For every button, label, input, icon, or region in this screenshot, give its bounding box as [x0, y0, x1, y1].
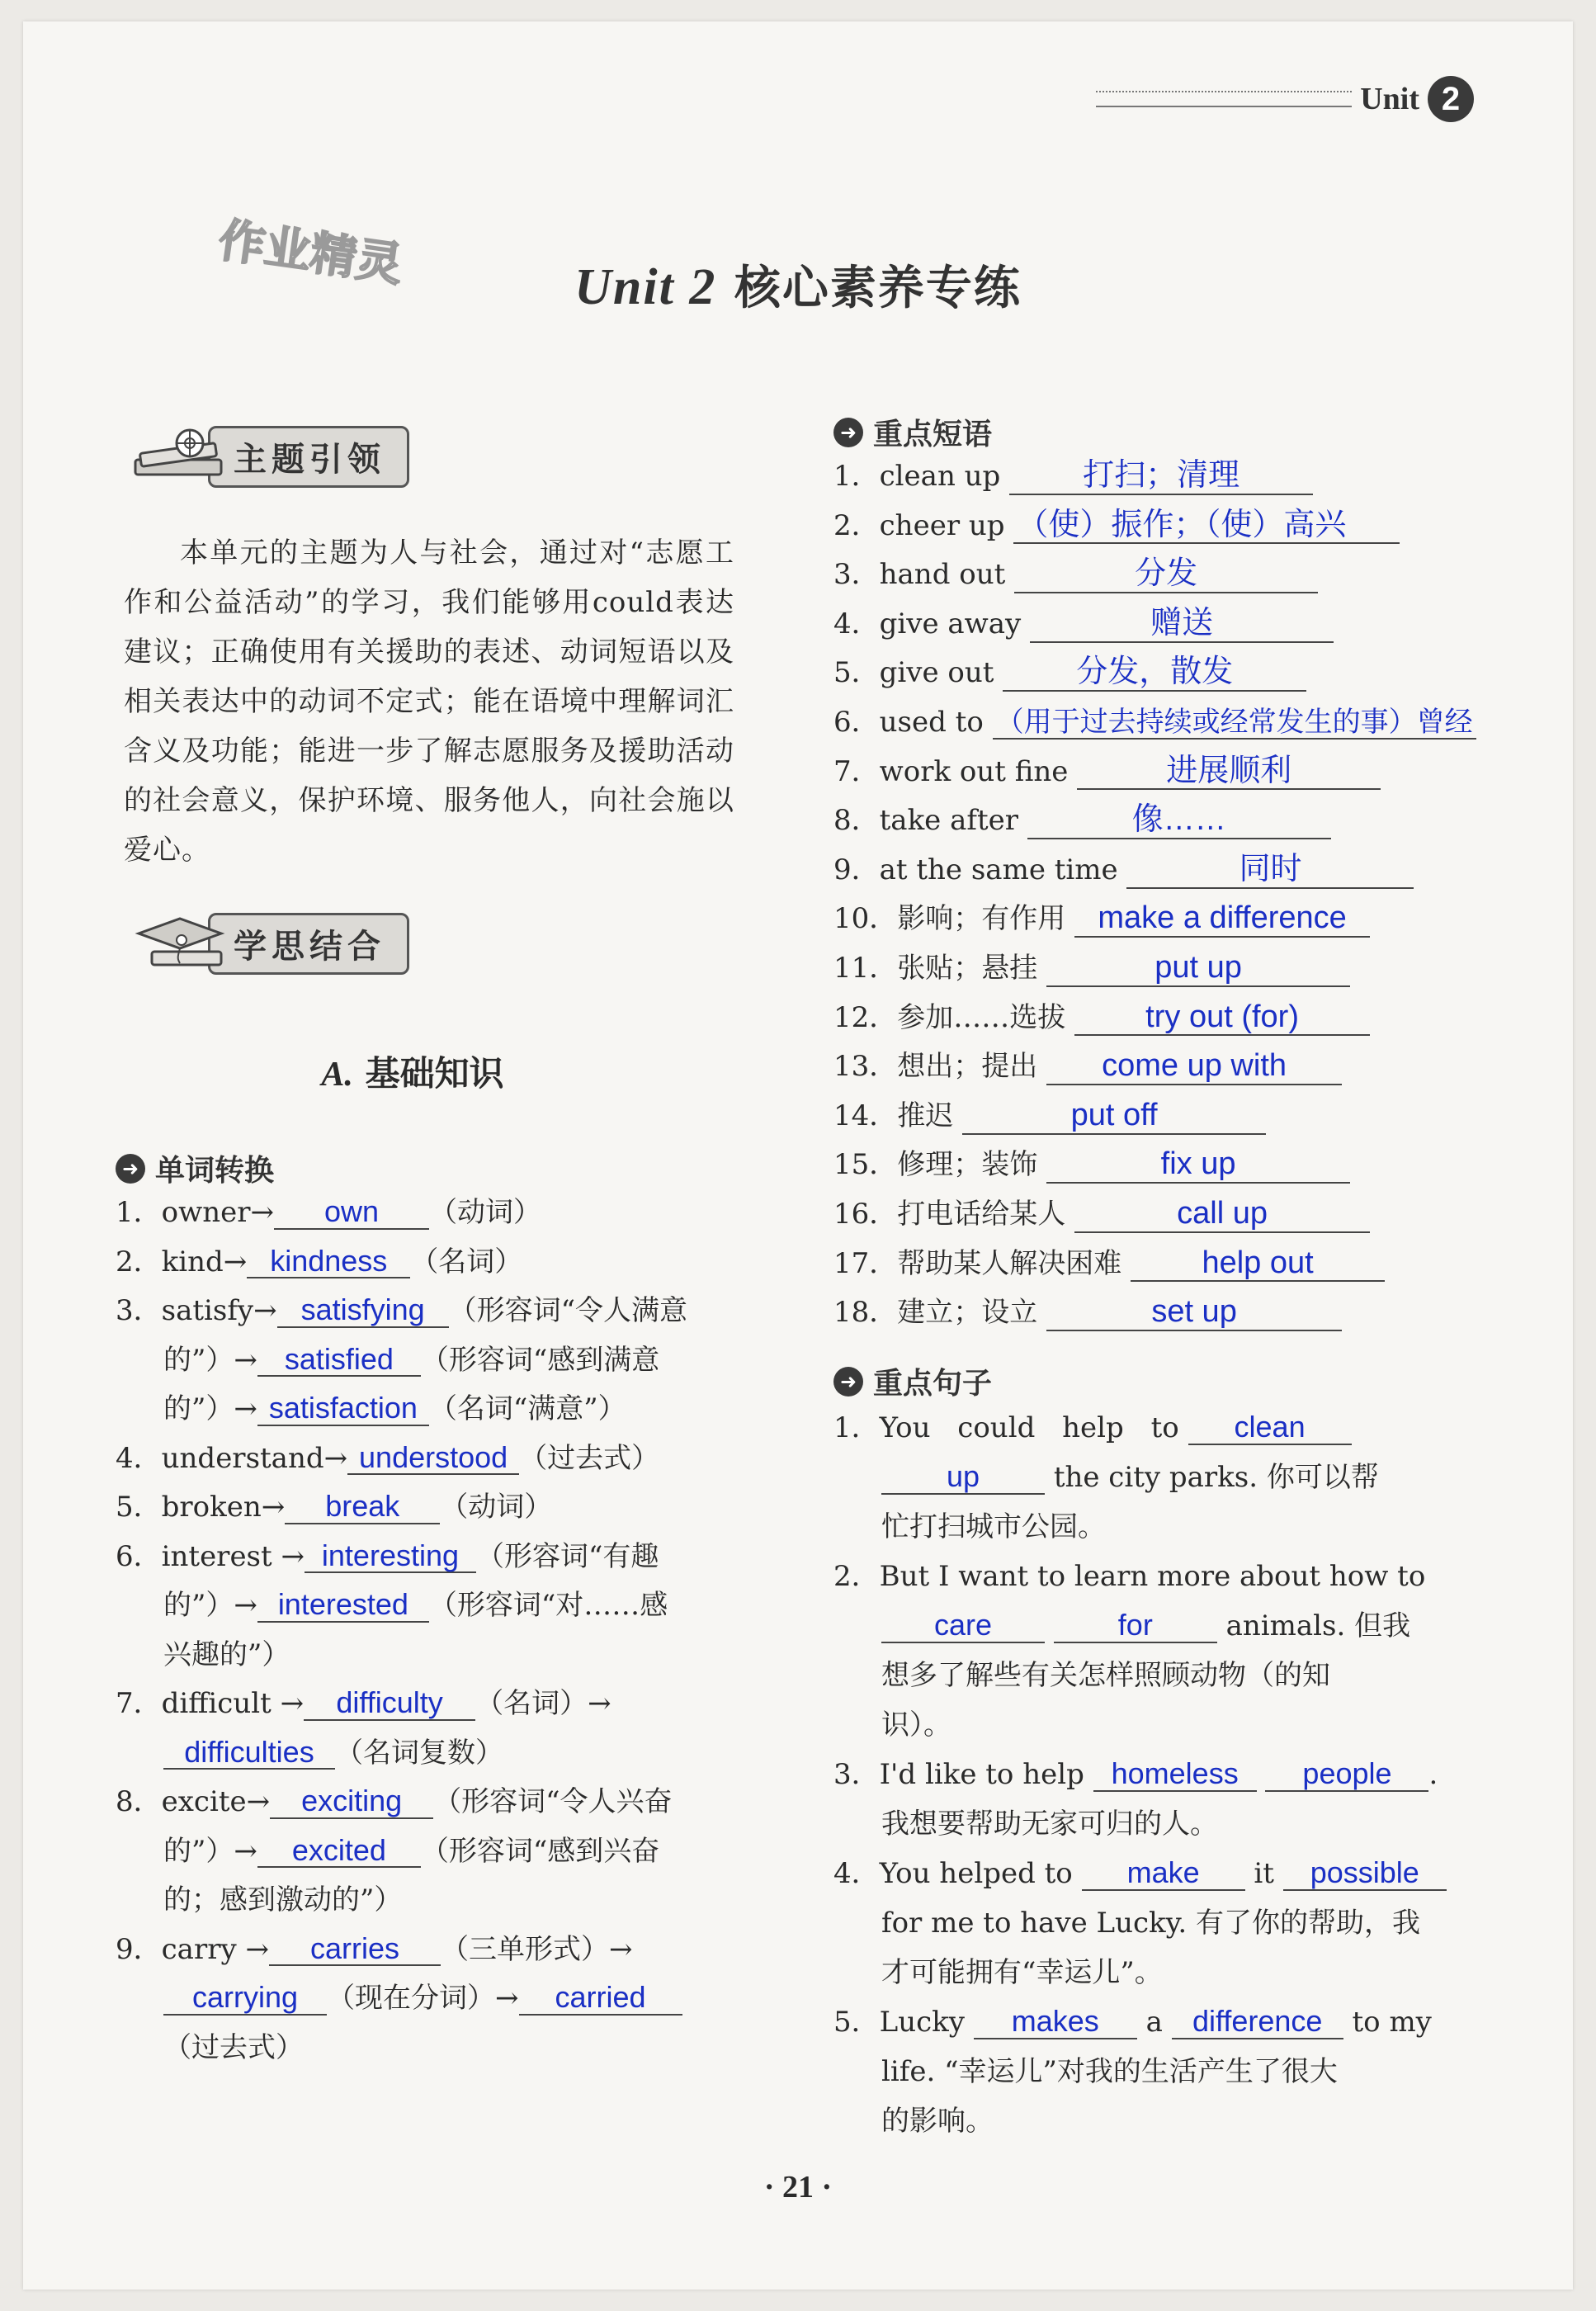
answer-blank[interactable]: fix up [1046, 1147, 1350, 1184]
phrase-item [833, 1092, 1510, 1141]
phrase-item [833, 994, 1510, 1043]
answer-blank[interactable]: carrying [163, 1981, 327, 2016]
answer-blank[interactable]: excited [257, 1834, 421, 1869]
sentence-text: for me to have Lucky. 有了你的帮助，我 [881, 1907, 1420, 1940]
phrase-item [833, 895, 1510, 944]
arrow-circle-icon: ➜ [116, 1154, 145, 1184]
sentence-text: 识）。 [881, 1708, 951, 1742]
answer-blank[interactable]: understood [347, 1441, 519, 1476]
phrase-item [833, 846, 1510, 896]
sentence-2-line4 [833, 1700, 1461, 1750]
phrase-prompt: 6．used to [833, 705, 984, 739]
question-text: 兴趣的”） [163, 1638, 290, 1671]
question-text: （过去式） [519, 1441, 660, 1475]
question-text: （名词复数） [335, 1736, 503, 1770]
question-text: （形容词“对……感 [428, 1589, 668, 1622]
theme-banner-label: 主题引领 [208, 426, 409, 488]
arrow-circle-icon: ➜ [833, 418, 863, 447]
phrase-item [833, 551, 1510, 600]
sentence-5-line2 [833, 2047, 1461, 2096]
phrases-heading-text: 重点短语 [873, 418, 993, 451]
sentence-4 [833, 1849, 1461, 1898]
phrase-item [833, 944, 1510, 994]
answer-blank[interactable]: care [881, 1609, 1045, 1643]
phrase-prompt: 9．at the same time [833, 853, 1118, 886]
phrase-prompt: 17．帮助某人解决困难 [833, 1246, 1122, 1280]
section-a-heading [0, 1047, 825, 1096]
answer-blank[interactable]: set up [1046, 1295, 1342, 1331]
sentence-text: 4．You helped to [833, 1857, 1073, 1890]
sentence-text: it [1254, 1857, 1274, 1890]
question-text: 7．difficult → [116, 1687, 305, 1720]
sentence-text: a [1145, 2006, 1163, 2039]
answer-blank[interactable]: interested [257, 1588, 429, 1623]
header-rule [1096, 91, 1352, 107]
answer-blank[interactable]: people [1265, 1757, 1428, 1792]
word-item-6-line2 [116, 1581, 743, 1631]
sentence-text: . [1428, 1758, 1438, 1791]
unit-header-tag [1096, 76, 1474, 122]
answer-blank[interactable]: 像…… [1027, 803, 1331, 839]
sentence-3 [833, 1750, 1461, 1799]
phrase-prompt: 10．影响；有作用 [833, 902, 1066, 936]
word-trans-heading [116, 1147, 274, 1189]
answer-blank[interactable]: for [1054, 1609, 1217, 1643]
answer-blank[interactable]: difficulties [163, 1736, 335, 1770]
phrase-prompt: 7．work out fine [833, 754, 1069, 788]
answer-blank[interactable]: exciting [270, 1784, 433, 1819]
question-text: （名词） [410, 1245, 523, 1278]
phrase-item [833, 502, 1510, 551]
answer-blank[interactable]: clean [1188, 1411, 1352, 1445]
question-text: （形容词“令人满意 [448, 1294, 688, 1327]
watermark: 作业精灵 [215, 213, 406, 293]
answer-blank[interactable]: put up [1046, 951, 1350, 987]
phrase-item [833, 796, 1510, 846]
answer-blank[interactable]: 打扫；清理 [1009, 459, 1313, 495]
word-item-5 [116, 1483, 743, 1533]
question-text: 6．interest → [116, 1539, 305, 1573]
question-text: 3．satisfy→ [116, 1294, 277, 1327]
answer-blank[interactable]: difficulty [304, 1686, 475, 1721]
question-text: （形容词“有趣 [475, 1539, 659, 1573]
section-a-text: 基础知识 [365, 1053, 504, 1094]
word-item-6 [116, 1533, 743, 1582]
answer-blank[interactable]: 赠送 [1030, 607, 1334, 643]
answer-blank[interactable]: satisfaction [257, 1392, 429, 1426]
sentence-2-line3 [833, 1651, 1461, 1700]
phrase-prompt: 8．take after [833, 804, 1018, 838]
phrase-item [833, 600, 1510, 650]
sentence-1 [833, 1403, 1461, 1453]
question-text: （现在分词）→ [327, 1982, 519, 2015]
phrase-item [833, 1240, 1510, 1289]
sentences-heading-text: 重点句子 [873, 1367, 993, 1401]
sentence-text: the city parks. 你可以帮 [1053, 1461, 1379, 1494]
phrase-prompt: 12．参加……选拔 [833, 1000, 1066, 1034]
question-text: 4．understand→ [116, 1441, 348, 1475]
books-icon [130, 423, 229, 489]
arrow-circle-icon: ➜ [833, 1367, 863, 1397]
answer-blank[interactable]: （用于过去持续或经常发生的事）曾经 [993, 707, 1476, 740]
sentence-4-line3 [833, 1948, 1461, 1997]
phrase-item [833, 649, 1510, 698]
phrase-prompt: 5．give out [833, 656, 994, 690]
phrase-prompt: 13．想出；提出 [833, 1050, 1038, 1084]
answer-blank[interactable]: 分发，散发 [1003, 655, 1306, 692]
question-text: 5．broken→ [116, 1491, 286, 1524]
answer-blank[interactable]: own [274, 1195, 429, 1230]
question-text: 9．carry → [116, 1932, 269, 1966]
phrase-prompt: 2．cheer up [833, 508, 1005, 542]
phrase-item [833, 1288, 1510, 1338]
answer-blank[interactable]: try out (for) [1074, 1000, 1370, 1037]
word-item-3 [116, 1287, 743, 1336]
word-item-9-line3 [116, 2024, 743, 2073]
answer-blank[interactable]: （使）振作；（使）高兴 [1013, 508, 1400, 545]
answer-blank[interactable]: put off [962, 1099, 1266, 1135]
word-item-6-line3 [116, 1631, 743, 1680]
graduation-cap-icon [130, 910, 229, 976]
unit-number-badge: 2 [1428, 76, 1474, 122]
sentence-3-line2 [833, 1799, 1461, 1849]
phrases-list [833, 452, 1510, 1338]
sentence-text: 我想要帮助无家可归的人。 [881, 1808, 1218, 1841]
page-title [0, 252, 1596, 318]
sentence-text: 1．You could help to [833, 1411, 1179, 1444]
answer-blank[interactable]: break [285, 1490, 440, 1524]
question-text: 8．excite→ [116, 1785, 271, 1818]
sentence-text: 的影响。 [881, 2105, 994, 2138]
question-text: 的；感到激动的”） [163, 1883, 403, 1916]
question-text: （动词） [428, 1196, 541, 1229]
answer-blank[interactable]: 同时 [1126, 853, 1414, 889]
unit-word: Unit [1360, 82, 1419, 116]
word-item-7 [116, 1680, 743, 1729]
word-item-7-line2 [116, 1729, 743, 1779]
word-item-1 [116, 1189, 743, 1238]
phrase-prompt: 16．打电话给某人 [833, 1197, 1066, 1231]
question-text: （形容词“感到兴奋 [420, 1834, 660, 1868]
study-banner-label: 学思结合 [208, 913, 409, 975]
phrase-prompt: 4．give away [833, 607, 1022, 640]
phrase-item [833, 452, 1510, 502]
sentence-text: 忙打扫城市公园。 [881, 1510, 1106, 1543]
sentence-text: 2．But I want to learn more about how to [833, 1560, 1426, 1593]
phrase-prompt: 3．hand out [833, 558, 1006, 592]
phrase-item [833, 698, 1510, 748]
question-text: （名词）→ [475, 1687, 611, 1720]
answer-blank[interactable]: make [1082, 1856, 1245, 1891]
answer-blank[interactable]: come up with [1046, 1049, 1342, 1085]
word-item-8-line2 [116, 1827, 743, 1877]
title-unit: Unit 2 [574, 259, 717, 315]
phrase-item [833, 1190, 1510, 1240]
sentence-text: 才可能拥有“幸运儿”。 [881, 1956, 1163, 1989]
answer-blank[interactable]: up [881, 1460, 1045, 1495]
question-text: 的”）→ [163, 1834, 257, 1868]
answer-blank[interactable]: satisfying [277, 1293, 449, 1328]
word-trans-list [116, 1189, 743, 2072]
question-text: （三单形式）→ [440, 1932, 633, 1966]
question-text: 的”）→ [163, 1392, 257, 1425]
sentence-2 [833, 1552, 1461, 1601]
word-item-8 [116, 1778, 743, 1827]
sentence-text: animals. 但我 [1225, 1609, 1411, 1642]
answer-blank[interactable]: kindness [247, 1245, 410, 1279]
phrase-prompt: 18．建立；设立 [833, 1296, 1038, 1330]
word-item-4 [116, 1434, 743, 1484]
word-item-3-line2 [116, 1336, 743, 1386]
answer-blank[interactable]: make a difference [1074, 901, 1370, 938]
answer-blank[interactable]: help out [1131, 1246, 1385, 1283]
question-text: （名词“满意”） [428, 1392, 626, 1425]
answer-blank[interactable]: makes [974, 2005, 1137, 2039]
phrase-item [833, 748, 1510, 797]
sentence-1-line2 [833, 1453, 1461, 1502]
sentence-text: to my [1352, 2006, 1432, 2039]
question-text: （过去式） [163, 2030, 304, 2064]
phrase-prompt: 1．clean up [833, 460, 1001, 493]
answer-blank[interactable]: interesting [305, 1539, 476, 1574]
phrases-heading [833, 411, 992, 453]
answer-blank[interactable]: possible [1283, 1856, 1447, 1891]
question-text: 的”）→ [163, 1589, 257, 1622]
page-number: · 21 · [763, 2170, 833, 2205]
phrase-prompt: 14．推迟 [833, 1099, 954, 1132]
title-text: 核心素养专练 [734, 261, 1022, 315]
sentences-heading [833, 1360, 992, 1402]
word-item-9 [116, 1926, 743, 1975]
answer-blank[interactable]: satisfied [257, 1343, 421, 1378]
word-item-9-line2 [116, 1974, 743, 2024]
question-text: （形容词“令人兴奋 [433, 1785, 673, 1818]
sentence-text: 想多了解些有关怎样照顾动物（的知 [881, 1659, 1330, 1692]
word-item-8-line3 [116, 1876, 743, 1926]
sentence-5-line3 [833, 2096, 1461, 2146]
question-text: 1．owner→ [116, 1196, 274, 1229]
phrase-item [833, 1141, 1510, 1190]
question-text: 2．kind→ [116, 1245, 248, 1278]
section-a-letter: A. [321, 1056, 353, 1094]
answer-blank[interactable]: homeless [1093, 1757, 1257, 1792]
answer-blank[interactable]: carried [519, 1981, 682, 2016]
theme-intro: 本单元的主题为人与社会，通过对“志愿工作和公益活动”的学习，我们能够用could表达建议；正确使用有关援助的表述、动词短语以及相关表达中的动词不定式；能在语境中理解词汇含义及功能；能进一步了解志愿服务及援助活动的社会意义，保护环境、服务他人，向社会施以爱心。 [124, 536, 734, 867]
question-text: （形容词“感到满意 [420, 1343, 660, 1377]
question-text: 的”）→ [163, 1343, 257, 1377]
theme-banner [130, 428, 409, 485]
word-item-2 [116, 1238, 743, 1288]
answer-blank[interactable]: carries [269, 1932, 441, 1967]
question-text: （动词） [440, 1491, 553, 1524]
answer-blank[interactable]: 进展顺利 [1077, 754, 1381, 791]
sentence-text: 3．I'd like to help [833, 1758, 1084, 1791]
phrase-prompt: 11．张贴；悬挂 [833, 951, 1038, 985]
sentence-text: 5．Lucky [833, 2006, 965, 2039]
sentence-5 [833, 1997, 1461, 2047]
answer-blank[interactable]: call up [1074, 1197, 1370, 1233]
phrase-prompt: 15．修理；装饰 [833, 1148, 1038, 1182]
phrase-item [833, 1042, 1510, 1092]
word-trans-heading-text: 单词转换 [155, 1154, 275, 1188]
sentence-1-line3 [833, 1502, 1461, 1552]
sentence-4-line2 [833, 1898, 1461, 1948]
sentence-2-line2 [833, 1601, 1461, 1651]
answer-blank[interactable]: difference [1172, 2005, 1343, 2039]
study-banner [130, 914, 409, 972]
sentences-list [833, 1403, 1461, 2146]
sentence-text: life. “幸运儿”对我的生活产生了很大 [881, 2055, 1338, 2088]
answer-blank[interactable]: 分发 [1014, 557, 1318, 593]
word-item-3-line3 [116, 1385, 743, 1434]
